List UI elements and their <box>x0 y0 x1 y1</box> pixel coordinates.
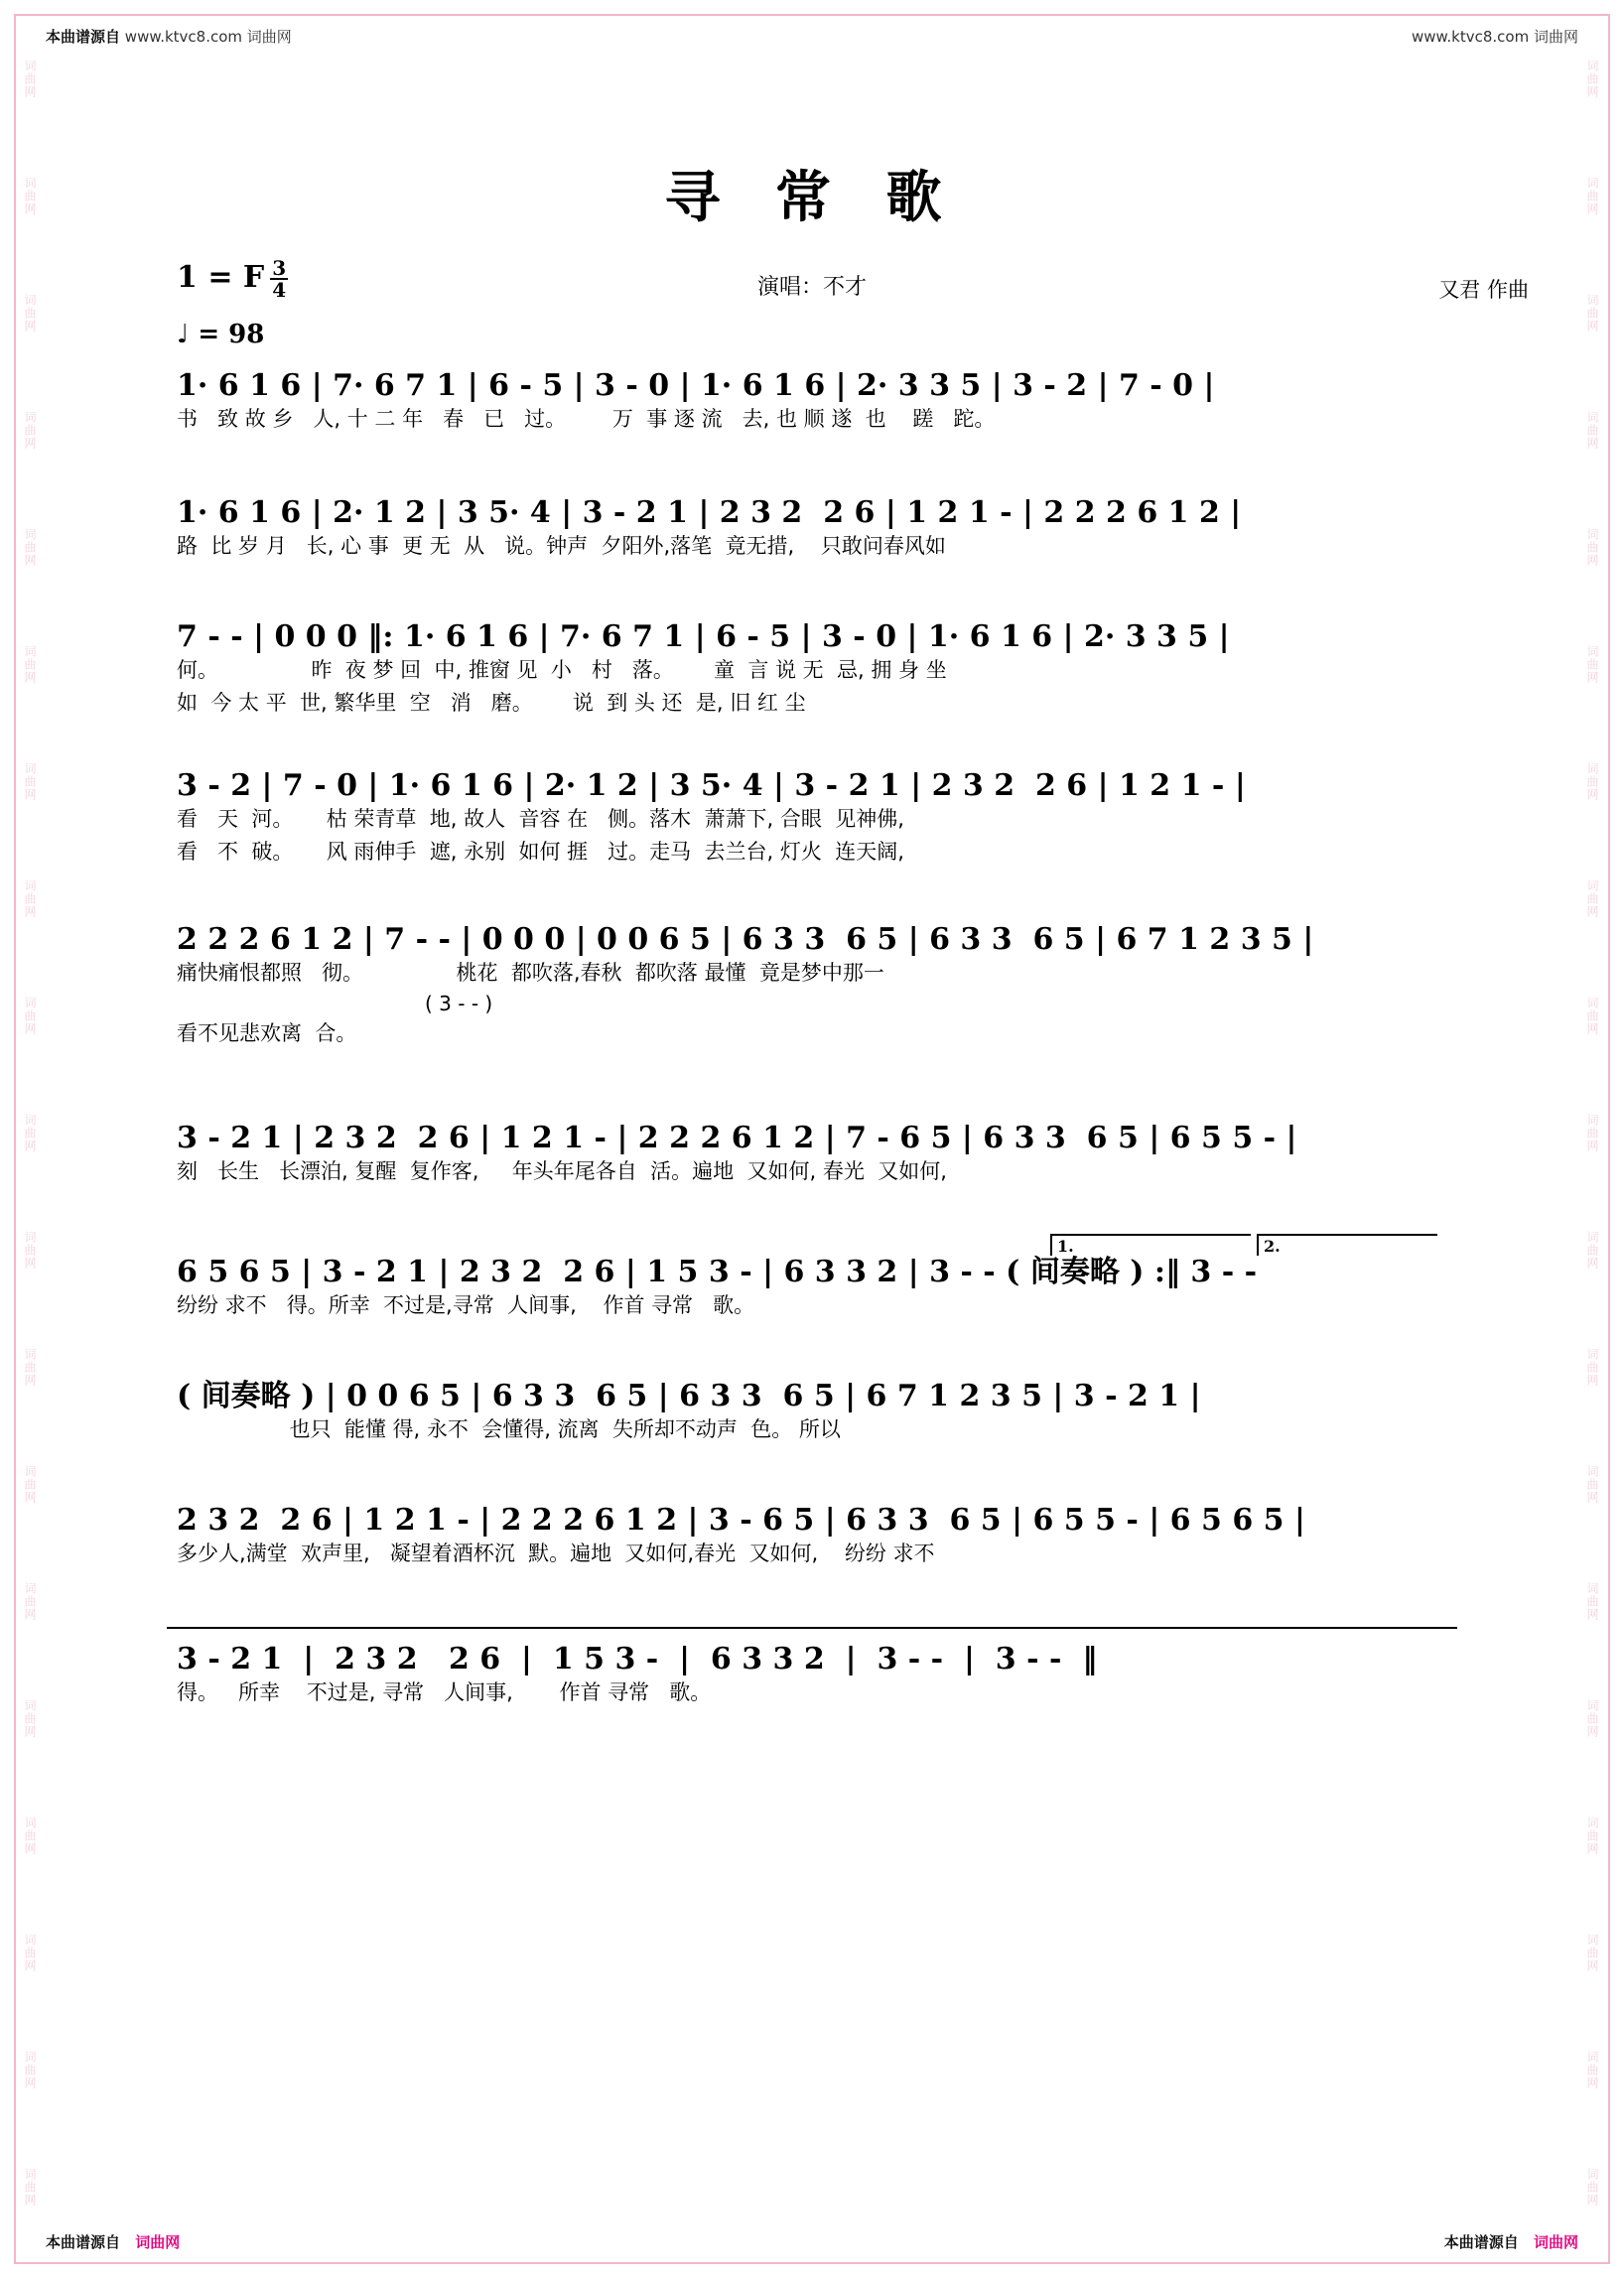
lyrics-line-1: 路 比 岁 月 长, 心 事 更 无 从 说。钟声 夕阳外,落笔 竟无措, 只敢问春风如 <box>177 533 946 558</box>
watermark: 词曲网 <box>23 1816 37 1855</box>
first-ending-bracket <box>1050 1234 1251 1256</box>
watermark: 词曲网 <box>1585 1582 1599 1621</box>
header-right-url: www.ktvc8.com 词曲网 <box>1411 28 1578 46</box>
watermark: 词曲网 <box>23 294 37 333</box>
notes-line: 1· 6 1 6 | 7· 6 7 1 | 6 - 5 | 3 - 0 | 1· 6 1 6 | 2· 3 3 5 | 3 - 2 | 7 - 0 | <box>177 368 1215 403</box>
notes-line: 2 3 2 2 6 | 1 2 1 - | 2 2 2 6 1 2 | 3 - 6 5 | 6 3 3 6 5 | 6 5 5 - | 6 5 6 5 | <box>177 1503 1305 1538</box>
lyrics-line-2: 看 不 破。 风 雨伸手 遮, 永别 如何 捱 过。走马 去兰台, 灯火 连天阔, <box>177 840 904 864</box>
watermark: 词曲网 <box>23 1231 37 1270</box>
watermark: 词曲网 <box>23 1114 37 1152</box>
header-left <box>46 26 292 47</box>
notes-line: ( 间奏略 ) | 0 0 6 5 | 6 3 3 6 5 | 6 3 3 6 5 | 6 7 1 2 3 5 | 3 - 2 1 | <box>177 1379 1201 1413</box>
watermark: 词曲网 <box>23 2051 37 2089</box>
music-system-1 <box>177 369 1447 435</box>
header-left-url: www.ktvc8.com 词曲网 <box>124 28 292 46</box>
tempo-marking: ♩ = 98 <box>177 320 265 349</box>
lyrics-line-1: 看 天 河。 枯 荣青草 地, 故人 音容 在 侧。落木 萧萧下, 合眼 见神佛, <box>177 806 904 831</box>
lyrics-line-1: 痛快痛恨都照 彻。 桃花 都吹落,春秋 都吹落 最懂 竟是梦中那一 <box>177 960 884 985</box>
music-system-10 <box>177 1643 1447 1708</box>
notes-line: 2 2 2 6 1 2 | 7 - - | 0 0 0 | 0 0 6 5 | 6 3 3 6 5 | 6 3 3 6 5 | 6 7 1 2 3 5 | <box>177 922 1314 957</box>
notes-line: 3 - 2 | 7 - 0 | 1· 6 1 6 | 2· 1 2 | 3 5· 4 | 3 - 2 1 | 2 3 2 2 6 | 1 2 1 - | <box>177 768 1246 803</box>
watermark: 词曲网 <box>1585 1816 1599 1855</box>
page-title: 寻 常 歌 <box>664 165 960 230</box>
watermark: 词曲网 <box>1585 411 1599 450</box>
music-system-2 <box>177 496 1447 562</box>
lyrics-line-1: 纷纷 求不 得。所幸 不过是,寻常 人间事, 作首 寻常 歌。 <box>177 1292 755 1317</box>
watermark: 词曲网 <box>23 762 37 801</box>
watermark: 词曲网 <box>1585 1348 1599 1387</box>
notes-line: 3 - 2 1 | 2 3 2 2 6 | 1 5 3 - | 6 3 3 2 | 3 - - | 3 - - ‖ <box>177 1642 1098 1676</box>
second-ending-bracket <box>1257 1234 1437 1256</box>
lyrics-line-2: 如 今 太 平 世, 繁华里 空 消 磨。 说 到 头 还 是, 旧 红 尘 <box>177 691 806 715</box>
watermark: 词曲网 <box>1585 879 1599 918</box>
time-signature <box>270 258 288 300</box>
watermark: 词曲网 <box>1585 645 1599 684</box>
lyrics-line-1: 刻 长生 长漂泊, 复醒 复作客, 年头年尾各自 活。遍地 又如何, 春光 又如何, <box>177 1158 947 1183</box>
final-slur-line <box>167 1627 1457 1629</box>
watermark: 词曲网 <box>23 879 37 918</box>
watermark: 词曲网 <box>23 1582 37 1621</box>
footer-right-bold: 本曲谱源自 <box>1443 2233 1519 2251</box>
watermark: 词曲网 <box>1585 528 1599 567</box>
music-system-6 <box>177 1122 1447 1187</box>
lyrics-line-1: 多少人,满堂 欢声里, 凝望着酒杯沉 默。遍地 又如何,春光 又如何, 纷纷 求不 <box>177 1541 935 1565</box>
lyrics-line-1: 得。 所幸 不过是, 寻常 人间事, 作首 寻常 歌。 <box>177 1679 712 1704</box>
watermark: 词曲网 <box>1585 2168 1599 2207</box>
meter-numerator: 3 <box>272 256 287 280</box>
notes-line: 1· 6 1 6 | 2· 1 2 | 3 5· 4 | 3 - 2 1 | 2 3 2 2 6 | 1 2 1 - | 2 2 2 6 1 2 | <box>177 495 1242 530</box>
music-system-4 <box>177 769 1447 869</box>
lyrics-line-1: 书 致 故 乡 人, 十 二 年 春 已 过。 万 事 逐 流 去, 也 顺 遂 也 蹉 跎。 <box>177 406 996 431</box>
watermark: 词曲网 <box>23 1699 37 1738</box>
watermark: 词曲网 <box>23 177 37 215</box>
footer-right <box>1444 2231 1578 2252</box>
music-system-3 <box>177 620 1447 720</box>
notes-line: 3 - 2 1 | 2 3 2 2 6 | 1 2 1 - | 2 2 2 6 1 2 | 7 - 6 5 | 6 3 3 6 5 | 6 5 5 - | <box>177 1121 1297 1155</box>
meter-denominator: 4 <box>272 278 287 302</box>
watermark: 词曲网 <box>1585 1465 1599 1504</box>
watermark: 词曲网 <box>23 411 37 450</box>
header-left-bold: 本曲谱源自 <box>46 28 121 46</box>
watermark: 词曲网 <box>23 997 37 1035</box>
lyrics-line-1: 何。 昨 夜 梦 回 中, 推窗 见 小 村 落。 童 言 说 无 忌, 拥 身 坐 <box>177 657 947 682</box>
watermark: 词曲网 <box>1585 60 1599 98</box>
music-system-7 <box>177 1237 1447 1321</box>
watermark: 词曲网 <box>1585 1114 1599 1152</box>
key-text: 1 = F <box>177 260 265 295</box>
second-ending-label: 2. <box>1264 1237 1281 1256</box>
watermark: 词曲网 <box>1585 294 1599 333</box>
music-system-5 <box>177 923 1447 1050</box>
watermark: 词曲网 <box>1585 762 1599 801</box>
footer-right-site: 词曲网 <box>1533 2233 1578 2251</box>
composer-line: 又君 作曲 <box>1438 278 1529 302</box>
watermark: 词曲网 <box>1585 1231 1599 1270</box>
footer-left-bold: 本曲谱源自 <box>46 2233 121 2251</box>
first-ending-label: 1. <box>1057 1237 1074 1256</box>
watermark: 词曲网 <box>1585 1699 1599 1738</box>
watermark: 词曲网 <box>23 60 37 98</box>
notes-line: 6 5 6 5 | 3 - 2 1 | 2 3 2 2 6 | 1 5 3 - | 6 3 3 2 | 3 - - ( 间奏略 ) :‖ 3 - - <box>177 1255 1258 1289</box>
footer-left-site: 词曲网 <box>135 2233 181 2251</box>
watermark: 词曲网 <box>23 1934 37 1972</box>
music-system-9 <box>177 1504 1447 1569</box>
music-system-8 <box>177 1380 1447 1445</box>
lyrics-line-2: 看不见悲欢离 合。 <box>177 1021 357 1045</box>
watermark: 词曲网 <box>1585 997 1599 1035</box>
watermark: 词曲网 <box>23 2168 37 2207</box>
watermark: 词曲网 <box>23 528 37 567</box>
alt-note-bracket: ( 3 - - ) <box>425 992 493 1015</box>
notes-line: 7 - - | 0 0 0 ‖: 1· 6 1 6 | 7· 6 7 1 | 6 - 5 | 3 - 0 | 1· 6 1 6 | 2· 3 3 5 | <box>177 619 1230 654</box>
watermark: 词曲网 <box>23 1348 37 1387</box>
watermark: 词曲网 <box>1585 1934 1599 1972</box>
singer-line: 演唱：不才 <box>756 275 867 300</box>
lyrics-line-1: 也只 能懂 得, 永不 会懂得, 流离 失所却不动声 色。 所以 <box>177 1416 841 1441</box>
key-signature <box>177 256 288 302</box>
watermark: 词曲网 <box>1585 177 1599 215</box>
watermark: 词曲网 <box>1585 2051 1599 2089</box>
watermark: 词曲网 <box>23 1465 37 1504</box>
footer-left <box>46 2231 180 2252</box>
watermark: 词曲网 <box>23 645 37 684</box>
